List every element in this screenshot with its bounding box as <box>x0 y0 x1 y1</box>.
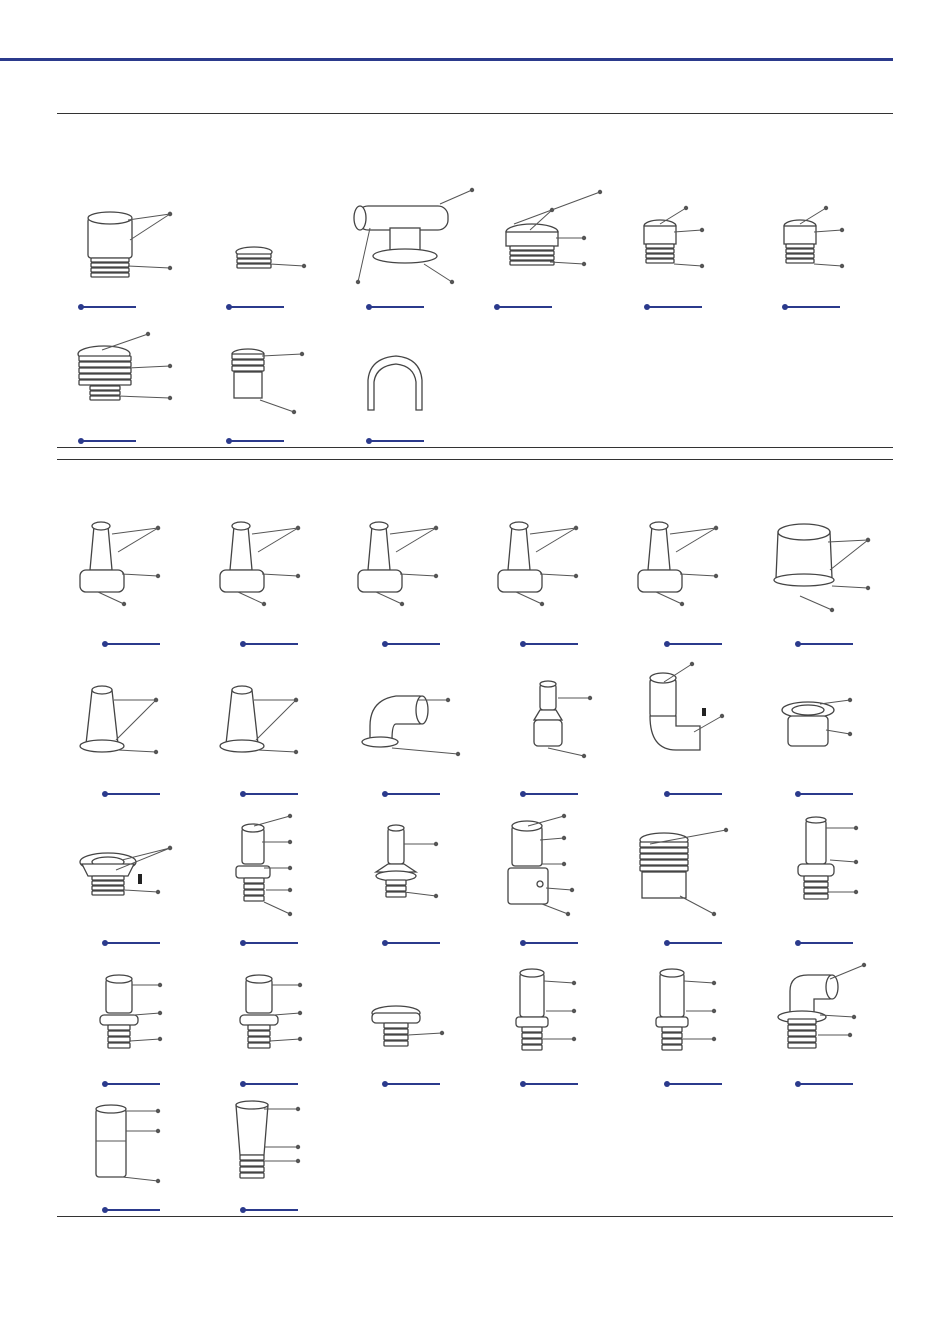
item-caption <box>664 1080 724 1090</box>
retaining-clip-icon <box>340 320 470 440</box>
catalog-item <box>480 955 610 1095</box>
step-barb-adapter-icon <box>480 955 610 1075</box>
item-caption <box>520 640 580 650</box>
sleeve-coupling-icon <box>202 320 332 440</box>
caption-underline <box>230 306 284 308</box>
item-caption <box>782 303 842 313</box>
catalog-item <box>202 955 332 1095</box>
caption-underline <box>106 643 160 645</box>
elbow-barb-adapter-icon <box>760 955 890 1075</box>
caption-underline <box>386 793 440 795</box>
item-caption <box>520 790 580 800</box>
catalog-item <box>202 500 332 640</box>
caption-underline <box>799 643 853 645</box>
item-caption <box>102 790 162 800</box>
caption-underline <box>799 1083 853 1085</box>
caption-underline <box>244 643 298 645</box>
threaded-adapter-icon <box>62 182 192 302</box>
plain-sleeve-icon <box>62 1095 192 1215</box>
caption-underline <box>82 440 136 442</box>
catalog-item <box>62 810 192 950</box>
catalog-item <box>760 955 890 1095</box>
catalog-item <box>340 500 470 640</box>
item-caption <box>644 303 704 313</box>
item-caption <box>102 640 162 650</box>
caption-underline <box>668 942 722 944</box>
catalog-item <box>620 500 750 640</box>
flanged-cuff-icon <box>62 660 192 780</box>
item-caption <box>795 1080 855 1090</box>
caption-underline <box>106 1083 160 1085</box>
item-caption <box>795 939 855 949</box>
catalog-item <box>202 810 332 950</box>
catalog-item <box>202 660 332 800</box>
item-caption <box>240 640 300 650</box>
caption-underline <box>524 793 578 795</box>
caption-underline <box>799 793 853 795</box>
tapered-hose-adapter-icon <box>340 500 470 620</box>
item-caption <box>664 790 724 800</box>
stepped-barb-adapter-icon <box>202 810 332 930</box>
catalog-item <box>760 182 890 322</box>
flanged-ring-icon <box>760 660 890 780</box>
catalog-item <box>620 182 750 322</box>
item-caption <box>494 303 554 313</box>
caption-underline <box>230 440 284 442</box>
item-caption <box>78 437 138 447</box>
threaded-end-sleeve-icon <box>202 1095 332 1215</box>
item-caption <box>240 790 300 800</box>
caption-underline <box>648 306 702 308</box>
caption-underline <box>799 942 853 944</box>
caption-underline <box>244 942 298 944</box>
caption-underline <box>106 793 160 795</box>
item-caption <box>240 939 300 949</box>
catalog-item <box>480 500 610 640</box>
caption-underline <box>668 793 722 795</box>
item-caption <box>382 640 442 650</box>
nozzle-reducer-icon <box>480 660 610 780</box>
caption-underline <box>386 1083 440 1085</box>
threaded-sleeve-icon <box>620 810 750 930</box>
catalog-item <box>480 810 610 950</box>
flat-flange-adapter-icon <box>62 810 192 930</box>
tapered-hose-adapter-icon <box>480 500 610 620</box>
catalog-item <box>202 182 332 322</box>
top-accent-bar <box>0 58 893 61</box>
item-caption <box>102 939 162 949</box>
caption-underline <box>524 643 578 645</box>
caption-underline <box>370 306 424 308</box>
item-caption <box>664 640 724 650</box>
slim-barb-adapter-icon <box>340 810 470 930</box>
elbow-fitting-icon <box>340 660 470 780</box>
item-caption <box>382 790 442 800</box>
item-caption <box>226 437 286 447</box>
short-barb-adapter-icon <box>62 955 192 1075</box>
item-caption <box>366 437 426 447</box>
tall-elbow-icon <box>620 660 750 780</box>
caption-underline <box>106 1209 160 1211</box>
catalog-item <box>620 660 750 800</box>
step-barb-adapter-icon <box>620 955 750 1075</box>
item-caption <box>520 939 580 949</box>
stacked-threaded-adapter-icon <box>62 320 192 440</box>
catalog-item <box>760 500 890 640</box>
item-caption <box>664 939 724 949</box>
catalog-item <box>340 660 470 800</box>
catalog-item <box>760 810 890 950</box>
item-caption <box>520 1080 580 1090</box>
catalog-item <box>62 660 192 800</box>
tapered-hose-adapter-icon <box>62 500 192 620</box>
small-threaded-adapter-icon <box>760 182 890 302</box>
button-barb-adapter-icon <box>340 955 470 1075</box>
section-1-top-rule <box>57 113 893 114</box>
caption-underline <box>524 942 578 944</box>
item-caption <box>382 939 442 949</box>
catalog-item <box>62 955 192 1095</box>
short-barb-adapter-icon <box>202 955 332 1075</box>
tee-fitting-icon <box>340 182 470 302</box>
item-caption <box>795 790 855 800</box>
catalog-item <box>760 660 890 800</box>
item-caption <box>78 303 138 313</box>
wide-threaded-adapter-icon <box>480 182 610 302</box>
caption-underline <box>82 306 136 308</box>
threaded-cap-icon <box>202 182 332 302</box>
caption-underline <box>498 306 552 308</box>
caption-underline <box>386 643 440 645</box>
caption-underline <box>244 1209 298 1211</box>
item-caption <box>102 1206 162 1216</box>
tapered-hose-adapter-icon <box>620 500 750 620</box>
caption-underline <box>370 440 424 442</box>
caption-underline <box>668 643 722 645</box>
small-threaded-adapter-icon <box>620 182 750 302</box>
item-caption <box>795 640 855 650</box>
caption-underline <box>244 1083 298 1085</box>
long-barb-adapter-icon <box>760 810 890 930</box>
caption-underline <box>786 306 840 308</box>
item-caption <box>382 1080 442 1090</box>
item-caption <box>366 303 426 313</box>
catalog-item <box>480 660 610 800</box>
set-screw-adapter-icon <box>480 810 610 930</box>
catalog-item <box>62 500 192 640</box>
caption-underline <box>668 1083 722 1085</box>
caption-underline <box>524 1083 578 1085</box>
item-caption <box>102 1080 162 1090</box>
catalog-item <box>340 810 470 950</box>
catalog-item <box>62 182 192 322</box>
caption-underline <box>386 942 440 944</box>
catalog-item <box>620 810 750 950</box>
flanged-cuff-icon <box>202 660 332 780</box>
caption-underline <box>106 942 160 944</box>
catalog-item <box>480 182 610 322</box>
catalog-item <box>340 955 470 1095</box>
tapered-hose-adapter-icon <box>202 500 332 620</box>
item-caption <box>226 303 286 313</box>
caption-underline <box>244 793 298 795</box>
wide-cuff-adapter-icon <box>760 500 890 620</box>
catalog-item <box>340 182 470 322</box>
item-caption <box>240 1206 300 1216</box>
catalog-item <box>620 955 750 1095</box>
item-caption <box>240 1080 300 1090</box>
